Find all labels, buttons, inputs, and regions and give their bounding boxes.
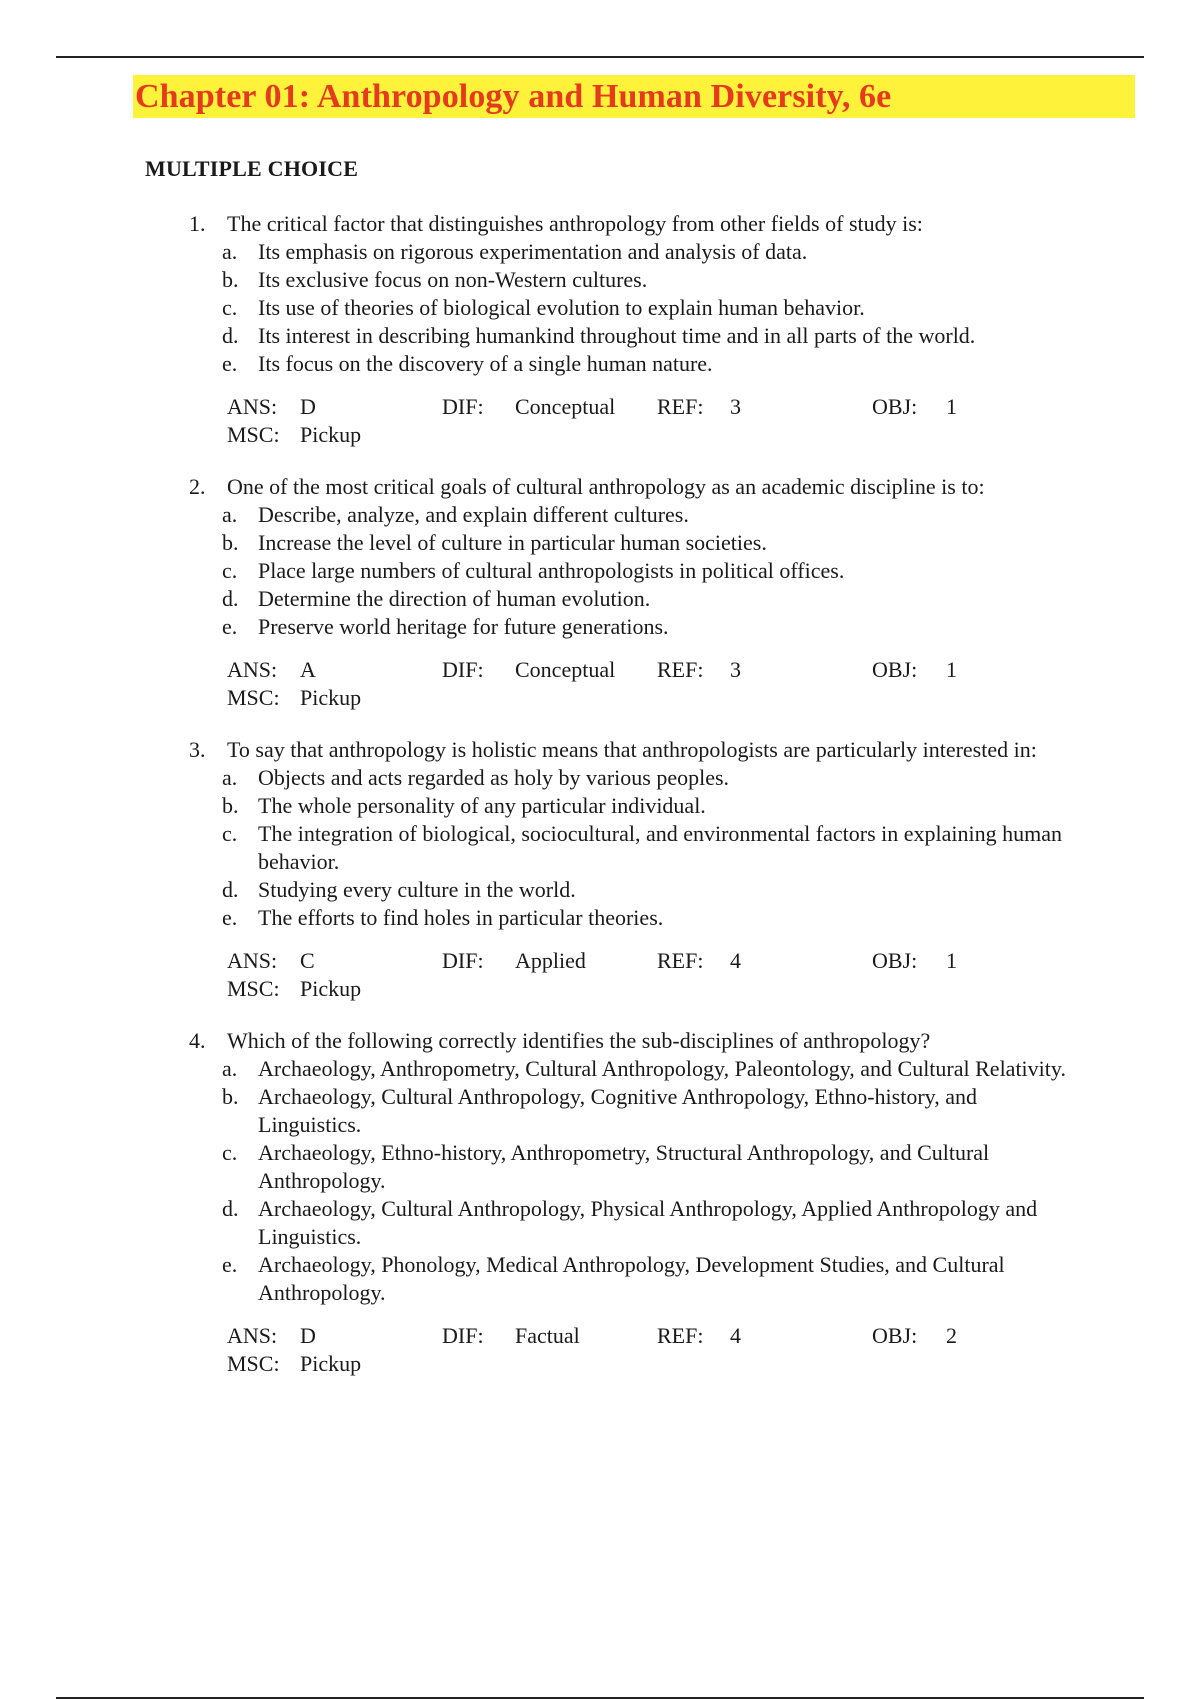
bottom-rule	[56, 1697, 1144, 1699]
msc-label: MSC:	[227, 422, 280, 447]
question-number: 2.	[189, 474, 206, 499]
option-text: Its use of theories of biological evolution to explain human behavior.	[258, 295, 865, 320]
option-text: Studying every culture in the world.	[258, 877, 576, 902]
answer-metadata	[0, 947, 1200, 1003]
answer-option-b	[0, 1083, 1200, 1139]
option-letter: d.	[222, 877, 239, 902]
answer-option-d	[0, 322, 1200, 350]
option-letter: a.	[222, 765, 238, 790]
msc-label: MSC:	[227, 1351, 280, 1376]
answer-option-c	[0, 557, 1200, 585]
ref-label: REF:	[657, 394, 704, 419]
msc-label: MSC:	[227, 685, 280, 710]
msc-value: Pickup	[300, 1351, 362, 1376]
option-letter: a.	[222, 1056, 238, 1081]
dif-value: Factual	[515, 1323, 580, 1348]
ref-value: 4	[730, 1323, 741, 1348]
answer-option-b	[0, 529, 1200, 557]
option-letter: e.	[222, 1252, 238, 1277]
answer-option-d	[0, 585, 1200, 613]
dif-value: Conceptual	[515, 394, 616, 419]
option-letter: d.	[222, 586, 239, 611]
option-text: Determine the direction of human evolution.	[258, 586, 651, 611]
option-letter: b.	[222, 1084, 239, 1109]
option-letter: e.	[222, 614, 238, 639]
question-stem	[0, 1027, 1200, 1055]
answer-option-c	[0, 1139, 1200, 1195]
option-text: Archaeology, Anthropometry, Cultural Anthropology, Paleontology, and Cultural Relativity.	[258, 1056, 1066, 1081]
option-letter: c.	[222, 295, 238, 320]
option-letter: d.	[222, 323, 239, 348]
answer-option-a	[0, 501, 1200, 529]
option-letter: e.	[222, 905, 238, 930]
dif-label: DIF:	[442, 1323, 484, 1348]
option-text: The efforts to find holes in particular theories.	[258, 905, 664, 930]
option-text: Describe, analyze, and explain different cultures.	[258, 502, 689, 527]
obj-label: OBJ:	[872, 1323, 918, 1348]
option-letter: c.	[222, 558, 238, 583]
chapter-title-highlight	[133, 75, 1135, 118]
answer-metadata	[0, 393, 1200, 449]
option-letter: b.	[222, 793, 239, 818]
obj-label: OBJ:	[872, 394, 918, 419]
dif-value: Conceptual	[515, 657, 616, 682]
answer-option-d	[0, 1195, 1200, 1251]
obj-value: 1	[946, 948, 957, 973]
obj-value: 1	[946, 394, 957, 419]
obj-label: OBJ:	[872, 948, 918, 973]
msc-value: Pickup	[300, 976, 362, 1001]
ref-value: 3	[730, 394, 741, 419]
option-letter: e.	[222, 351, 238, 376]
ans-value: C	[300, 948, 315, 973]
question-text: The critical factor that distinguishes anthropology from other fields of study is:	[227, 211, 923, 236]
option-text: Archaeology, Ethno-history, Anthropometry, Structural Anthropology, and Cultural Anthropology.	[258, 1140, 990, 1193]
ans-label: ANS:	[227, 948, 278, 973]
dif-value: Applied	[515, 948, 586, 973]
ans-value: D	[300, 1323, 316, 1348]
answer-option-d	[0, 876, 1200, 904]
question-2	[0, 473, 1200, 712]
msc-value: Pickup	[300, 685, 362, 710]
question-number: 3.	[189, 737, 206, 762]
question-list	[0, 210, 1200, 1378]
answer-option-e	[0, 1251, 1200, 1307]
answer-option-c	[0, 294, 1200, 322]
question-3	[0, 736, 1200, 1003]
question-number: 4.	[189, 1028, 206, 1053]
ref-label: REF:	[657, 1323, 704, 1348]
answer-metadata	[0, 656, 1200, 712]
question-number: 1.	[189, 211, 206, 236]
option-letter: d.	[222, 1196, 239, 1221]
option-text: Its interest in describing humankind throughout time and in all parts of the world.	[258, 323, 976, 348]
top-rule	[56, 56, 1144, 58]
answer-option-a	[0, 764, 1200, 792]
answer-option-e	[0, 350, 1200, 378]
option-text: Objects and acts regarded as holy by various peoples.	[258, 765, 730, 790]
answer-option-b	[0, 792, 1200, 820]
option-text: Preserve world heritage for future generations.	[258, 614, 669, 639]
ref-label: REF:	[657, 948, 704, 973]
ref-value: 3	[730, 657, 741, 682]
option-text: Archaeology, Cultural Anthropology, Cognitive Anthropology, Ethno-history, and Linguistics.	[258, 1084, 977, 1137]
option-text: Its focus on the discovery of a single human nature.	[258, 351, 713, 376]
answer-option-e	[0, 904, 1200, 932]
ref-label: REF:	[657, 657, 704, 682]
answer-option-b	[0, 266, 1200, 294]
answer-option-a	[0, 1055, 1200, 1083]
option-text: Archaeology, Phonology, Medical Anthropology, Development Studies, and Cultural Anthropology.	[258, 1252, 1005, 1305]
question-text: To say that anthropology is holistic means that anthropologists are particularly interested in:	[227, 737, 1037, 762]
msc-label: MSC:	[227, 976, 280, 1001]
ans-value: A	[300, 657, 316, 682]
answer-option-e	[0, 613, 1200, 641]
obj-label: OBJ:	[872, 657, 918, 682]
option-letter: c.	[222, 821, 238, 846]
answer-option-c	[0, 820, 1200, 876]
question-4	[0, 1027, 1200, 1378]
option-text: The integration of biological, sociocultural, and environmental factors in explaining human behavior.	[258, 821, 1062, 874]
dif-label: DIF:	[442, 948, 484, 973]
option-letter: b.	[222, 530, 239, 555]
obj-value: 1	[946, 657, 957, 682]
dif-label: DIF:	[442, 394, 484, 419]
ans-label: ANS:	[227, 394, 278, 419]
question-stem	[0, 473, 1200, 501]
option-letter: b.	[222, 267, 239, 292]
option-letter: a.	[222, 502, 238, 527]
option-text: Increase the level of culture in particular human societies.	[258, 530, 767, 555]
option-letter: c.	[222, 1140, 238, 1165]
question-text: One of the most critical goals of cultural anthropology as an academic discipline is to:	[227, 474, 985, 499]
obj-value: 2	[946, 1323, 957, 1348]
msc-value: Pickup	[300, 422, 362, 447]
option-text: Place large numbers of cultural anthropologists in political offices.	[258, 558, 845, 583]
chapter-title: Chapter 01: Anthropology and Human Diversity, 6e	[135, 78, 892, 115]
question-1	[0, 210, 1200, 449]
option-text: Its exclusive focus on non-Western cultures.	[258, 267, 648, 292]
answer-option-a	[0, 238, 1200, 266]
ans-label: ANS:	[227, 1323, 278, 1348]
answer-metadata	[0, 1322, 1200, 1378]
ans-label: ANS:	[227, 657, 278, 682]
question-stem	[0, 736, 1200, 764]
question-stem	[0, 210, 1200, 238]
dif-label: DIF:	[442, 657, 484, 682]
option-text: Its emphasis on rigorous experimentation and analysis of data.	[258, 239, 808, 264]
ans-value: D	[300, 394, 316, 419]
section-heading: MULTIPLE CHOICE	[145, 156, 359, 181]
ref-value: 4	[730, 948, 741, 973]
option-text: The whole personality of any particular individual.	[258, 793, 706, 818]
option-text: Archaeology, Cultural Anthropology, Physical Anthropology, Applied Anthropology and Linguistics.	[258, 1196, 1038, 1249]
option-letter: a.	[222, 239, 238, 264]
question-text: Which of the following correctly identifies the sub-disciplines of anthropology?	[227, 1028, 931, 1053]
